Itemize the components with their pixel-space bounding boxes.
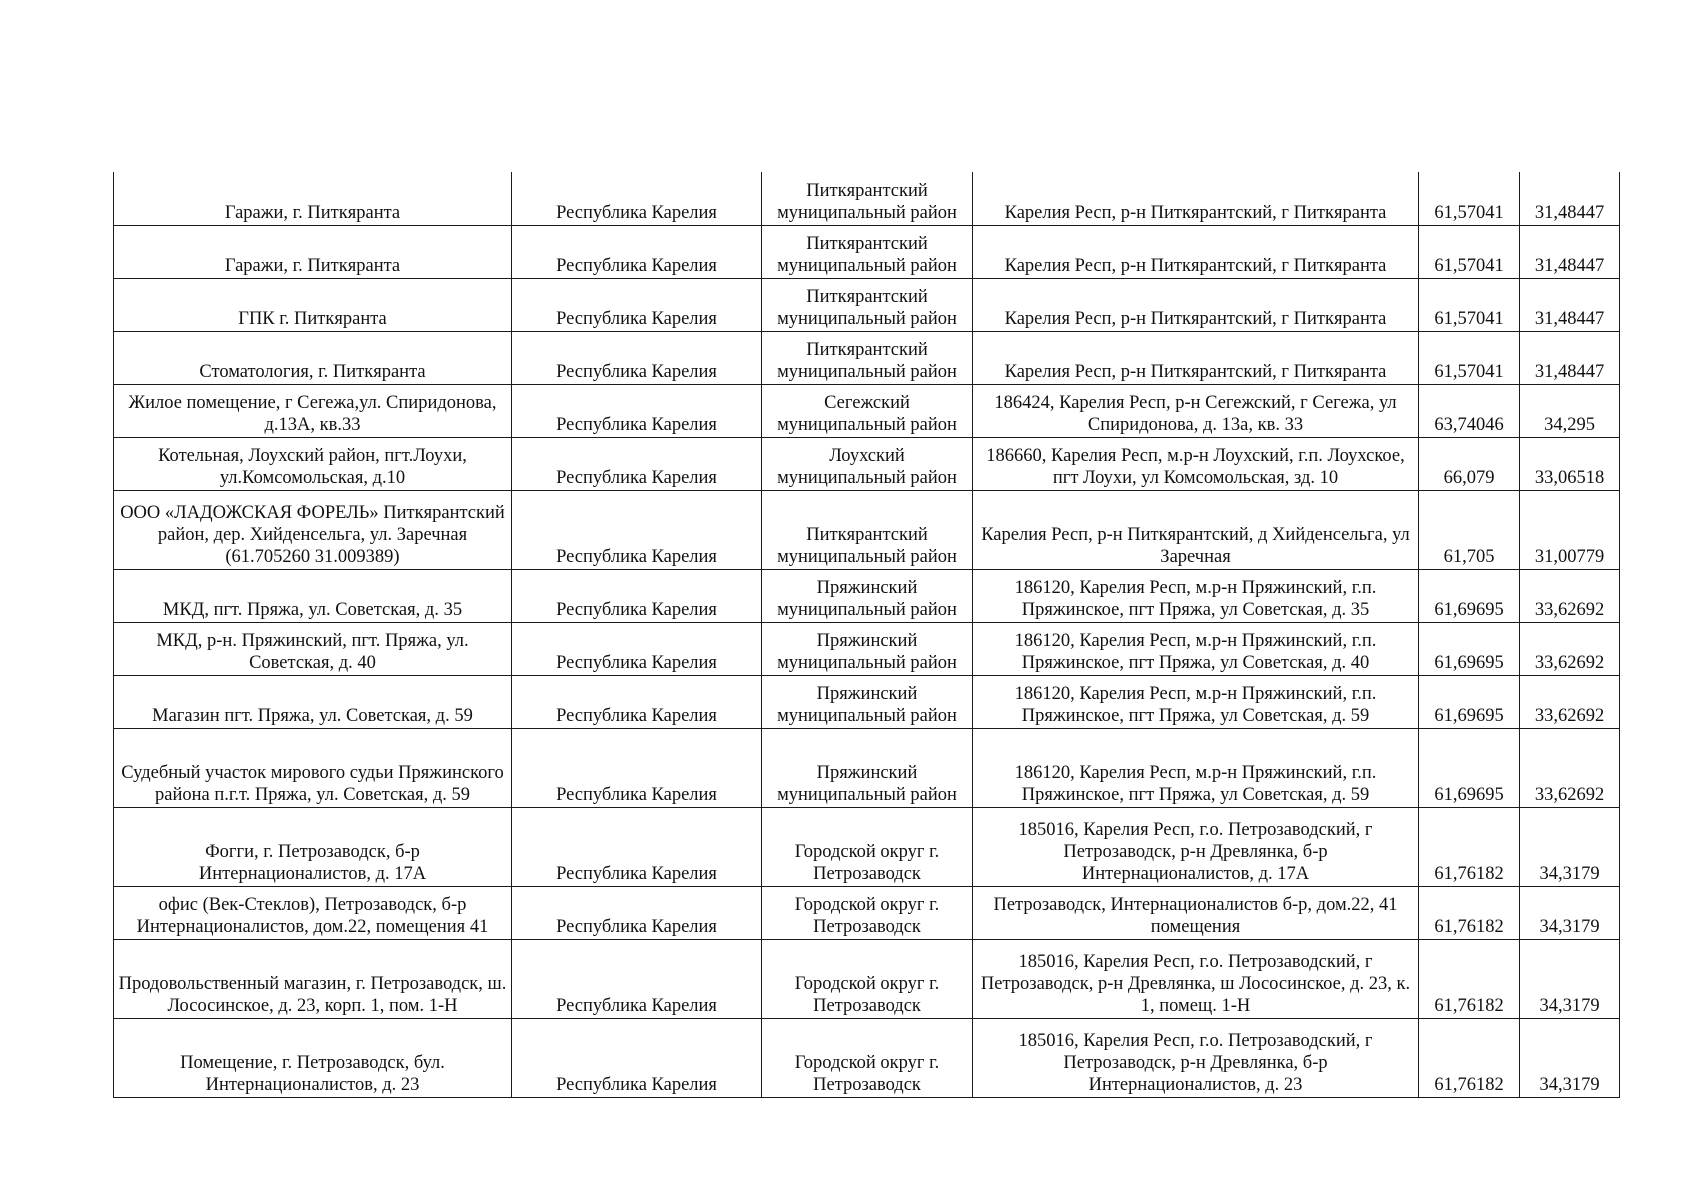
region-cell: Республика Карелия: [512, 278, 762, 331]
table-row: [114, 807, 1620, 886]
table-row: [114, 886, 1620, 939]
region-cell: Республика Карелия: [512, 939, 762, 1018]
longitude-cell: 33,62692: [1520, 569, 1620, 622]
longitude-cell: 34,3179: [1520, 886, 1620, 939]
address-cell: Петрозаводск, Интернационалистов б-р, дом.22, 41 помещения: [973, 886, 1419, 939]
latitude-cell: 61,57041: [1419, 172, 1520, 225]
latitude-cell: 61,69695: [1419, 622, 1520, 675]
region-cell: Республика Карелия: [512, 622, 762, 675]
object-name-cell: Судебный участок мирового судьи Пряжинского района п.г.т. Пряжа, ул. Советская, д. 59: [114, 728, 512, 807]
object-name-cell: МКД, р-н. Пряжинский, пгт. Пряжа, ул. Советская, д. 40: [114, 622, 512, 675]
table-row: [114, 331, 1620, 384]
objects-table: [113, 172, 1620, 1098]
table-row: [114, 437, 1620, 490]
object-name-cell: ГПК г. Питкяранта: [114, 278, 512, 331]
region-cell: Республика Карелия: [512, 172, 762, 225]
region-cell: Республика Карелия: [512, 675, 762, 728]
object-name-cell: Фогги, г. Петрозаводск, б-р Интернационалистов, д. 17А: [114, 807, 512, 886]
district-cell: Городской округ г. Петрозаводск: [762, 1018, 973, 1097]
latitude-cell: 61,69695: [1419, 569, 1520, 622]
district-cell: Сегежский муниципальный район: [762, 384, 973, 437]
district-cell: Городской округ г. Петрозаводск: [762, 886, 973, 939]
longitude-cell: 31,48447: [1520, 172, 1620, 225]
region-cell: Республика Карелия: [512, 437, 762, 490]
object-name-cell: Гаражи, г. Питкяранта: [114, 172, 512, 225]
address-cell: 185016, Карелия Респ, г.о. Петрозаводский, г Петрозаводск, р-н Древлянка, б-р Интернационалистов, д. 23: [973, 1018, 1419, 1097]
table-row: [114, 225, 1620, 278]
longitude-cell: 34,3179: [1520, 939, 1620, 1018]
longitude-cell: 34,295: [1520, 384, 1620, 437]
region-cell: Республика Карелия: [512, 569, 762, 622]
address-cell: 186120, Карелия Респ, м.р-н Пряжинский, г.п. Пряжинское, пгт Пряжа, ул Советская, д. 59: [973, 675, 1419, 728]
region-cell: Республика Карелия: [512, 1018, 762, 1097]
address-cell: 186424, Карелия Респ, р-н Сегежский, г Сегежа, ул Спиридонова, д. 13а, кв. 33: [973, 384, 1419, 437]
region-cell: Республика Карелия: [512, 225, 762, 278]
region-cell: Республика Карелия: [512, 384, 762, 437]
object-name-cell: Помещение, г. Петрозаводск, бул. Интернационалистов, д. 23: [114, 1018, 512, 1097]
address-cell: 186660, Карелия Респ, м.р-н Лоухский, г.п. Лоухское, пгт Лоухи, ул Комсомольская, зд. 10: [973, 437, 1419, 490]
table-row: [114, 278, 1620, 331]
object-name-cell: Магазин пгт. Пряжа, ул. Советская, д. 59: [114, 675, 512, 728]
district-cell: Городской округ г. Петрозаводск: [762, 807, 973, 886]
address-cell: Карелия Респ, р-н Питкярантский, г Питкяранта: [973, 278, 1419, 331]
longitude-cell: 33,06518: [1520, 437, 1620, 490]
longitude-cell: 34,3179: [1520, 1018, 1620, 1097]
region-cell: Республика Карелия: [512, 490, 762, 569]
object-name-cell: офис (Век-Стеклов), Петрозаводск, б-р Интернационалистов, дом.22, помещения 41: [114, 886, 512, 939]
region-cell: Республика Карелия: [512, 886, 762, 939]
district-cell: Питкярантский муниципальный район: [762, 278, 973, 331]
address-cell: 186120, Карелия Респ, м.р-н Пряжинский, г.п. Пряжинское, пгт Пряжа, ул Советская, д. 59: [973, 728, 1419, 807]
object-name-cell: Гаражи, г. Питкяранта: [114, 225, 512, 278]
table-row: [114, 622, 1620, 675]
district-cell: Пряжинский муниципальный район: [762, 569, 973, 622]
address-cell: 185016, Карелия Респ, г.о. Петрозаводский, г Петрозаводск, р-н Древлянка, ш Лососинское, д. 23, к. 1, помещ. 1-Н: [973, 939, 1419, 1018]
region-cell: Республика Карелия: [512, 807, 762, 886]
latitude-cell: 61,69695: [1419, 675, 1520, 728]
district-cell: Питкярантский муниципальный район: [762, 490, 973, 569]
district-cell: Пряжинский муниципальный район: [762, 622, 973, 675]
region-cell: Республика Карелия: [512, 728, 762, 807]
latitude-cell: 61,57041: [1419, 331, 1520, 384]
latitude-cell: 61,76182: [1419, 886, 1520, 939]
address-cell: 186120, Карелия Респ, м.р-н Пряжинский, г.п. Пряжинское, пгт Пряжа, ул Советская, д. 35: [973, 569, 1419, 622]
district-cell: Лоухский муниципальный район: [762, 437, 973, 490]
district-cell: Питкярантский муниципальный район: [762, 331, 973, 384]
object-name-cell: Котельная, Лоухский район, пгт.Лоухи, ул.Комсомольская, д.10: [114, 437, 512, 490]
latitude-cell: 61,69695: [1419, 728, 1520, 807]
object-name-cell: МКД, пгт. Пряжа, ул. Советская, д. 35: [114, 569, 512, 622]
latitude-cell: 63,74046: [1419, 384, 1520, 437]
latitude-cell: 61,76182: [1419, 939, 1520, 1018]
table-row: [114, 728, 1620, 807]
address-cell: Карелия Респ, р-н Питкярантский, г Питкяранта: [973, 172, 1419, 225]
table-row: [114, 675, 1620, 728]
table-row: [114, 384, 1620, 437]
longitude-cell: 31,00779: [1520, 490, 1620, 569]
longitude-cell: 33,62692: [1520, 728, 1620, 807]
longitude-cell: 33,62692: [1520, 675, 1620, 728]
district-cell: Пряжинский муниципальный район: [762, 728, 973, 807]
object-name-cell: ООО «ЛАДОЖСКАЯ ФОРЕЛЬ» Питкярантский район, дер. Хийденсельга, ул. Заречная (61.705260 31.009389): [114, 490, 512, 569]
address-cell: Карелия Респ, р-н Питкярантский, г Питкяранта: [973, 225, 1419, 278]
longitude-cell: 34,3179: [1520, 807, 1620, 886]
district-cell: Питкярантский муниципальный район: [762, 172, 973, 225]
object-name-cell: Продовольственный магазин, г. Петрозаводск, ш. Лососинское, д. 23, корп. 1, пом. 1-Н: [114, 939, 512, 1018]
latitude-cell: 66,079: [1419, 437, 1520, 490]
object-name-cell: Жилое помещение, г Сегежа,ул. Спиридонова, д.13А, кв.33: [114, 384, 512, 437]
table-row: [114, 939, 1620, 1018]
latitude-cell: 61,57041: [1419, 278, 1520, 331]
table-row: [114, 490, 1620, 569]
district-cell: Городской округ г. Петрозаводск: [762, 939, 973, 1018]
latitude-cell: 61,76182: [1419, 1018, 1520, 1097]
address-cell: Карелия Респ, р-н Питкярантский, д Хийденсельга, ул Заречная: [973, 490, 1419, 569]
table-row: [114, 1018, 1620, 1097]
address-cell: Карелия Респ, р-н Питкярантский, г Питкяранта: [973, 331, 1419, 384]
district-cell: Питкярантский муниципальный район: [762, 225, 973, 278]
longitude-cell: 33,62692: [1520, 622, 1620, 675]
region-cell: Республика Карелия: [512, 331, 762, 384]
table-row: [114, 569, 1620, 622]
longitude-cell: 31,48447: [1520, 331, 1620, 384]
longitude-cell: 31,48447: [1520, 225, 1620, 278]
latitude-cell: 61,705: [1419, 490, 1520, 569]
longitude-cell: 31,48447: [1520, 278, 1620, 331]
address-cell: 185016, Карелия Респ, г.о. Петрозаводский, г Петрозаводск, р-н Древлянка, б-р Интернационалистов, д. 17А: [973, 807, 1419, 886]
latitude-cell: 61,57041: [1419, 225, 1520, 278]
address-cell: 186120, Карелия Респ, м.р-н Пряжинский, г.п. Пряжинское, пгт Пряжа, ул Советская, д. 40: [973, 622, 1419, 675]
district-cell: Пряжинский муниципальный район: [762, 675, 973, 728]
table-row: [114, 172, 1620, 225]
object-name-cell: Стоматология, г. Питкяранта: [114, 331, 512, 384]
latitude-cell: 61,76182: [1419, 807, 1520, 886]
